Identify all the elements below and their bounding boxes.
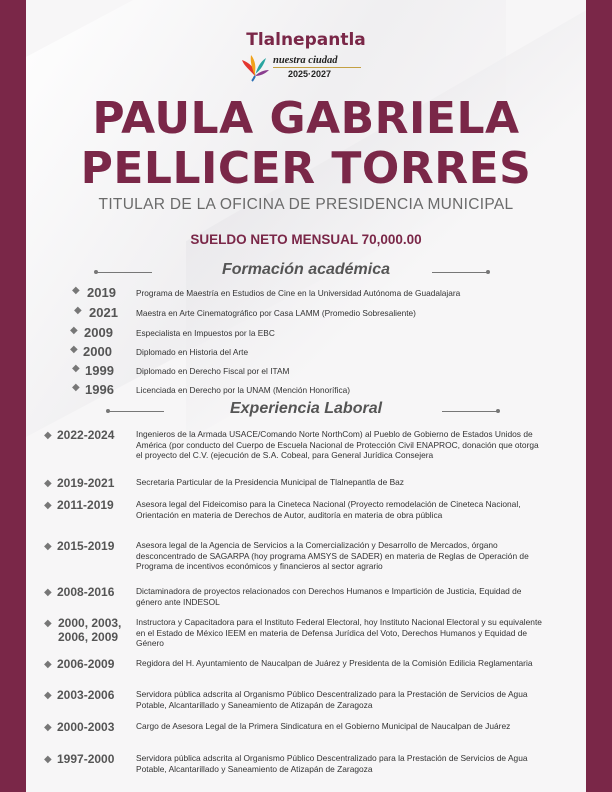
education-description: Especialista en Impuestos por la EBC	[136, 328, 275, 338]
education-item	[0, 382, 612, 400]
experience-years: 2019-2021	[57, 476, 115, 490]
education-year: 1999	[85, 363, 114, 378]
education-heading: Formación académica	[221, 261, 391, 278]
experience-description: Regidora del H. Ayuntamiento de Naucalpan de Juárez y Presidenta de la Comisión Edilicia Reglamentaria	[136, 658, 533, 668]
logo-divider	[273, 67, 361, 68]
education-description: Maestra en Arte Cinematográfico por Casa LAMM (Promedio Sobresaliente)	[136, 308, 416, 318]
education-description: Diplomado en Historia del Arte	[136, 347, 249, 357]
experience-description: Cargo de Asesora Legal de la Primera Sindicatura en el Gobierno Municipal de Naucalpan de Juárez	[136, 721, 511, 731]
diamond-bullet-icon: ◆	[44, 541, 52, 552]
education-year: 2021	[89, 305, 118, 320]
person-name-line-1: PAULA GABRIELA	[92, 93, 520, 144]
experience-description: Secretaria Particular de la Presidencia Municipal de Tlalnepantla de Baz	[136, 477, 404, 487]
experience-years: 2000, 2003, 2006, 2009	[58, 616, 122, 644]
diamond-bullet-icon: ◆	[44, 659, 52, 670]
experience-description: Instructora y Capacitadora para el Instituto Federal Electoral, hoy Instituto Nacional Electoral y su equivalente en el Estado de México IEEM en materia de Defensa Jurídica del Voto, Derechos Humanos y Equidad de Género	[136, 617, 542, 649]
experience-years: 2015-2019	[57, 539, 115, 553]
experience-description: Servidora pública adscrita al Organismo Público Descentralizado para la Prestación de Servicios de Agua Potable, Alcantarillado y Saneamiento de Atizapán de Zaragoza	[136, 689, 528, 710]
education-item	[0, 325, 612, 343]
diamond-bullet-icon: ◆	[72, 285, 80, 296]
section-divider	[442, 411, 498, 412]
diamond-bullet-icon: ◆	[44, 754, 52, 765]
education-description: Diplomado en Derecho Fiscal por el ITAM	[136, 366, 290, 376]
experience-description: Asesora legal de la Agencia de Servicios a la Comercialización y Desarrollo de Mercados, órgano desconcentrado de SAGARPA (hoy programa AMSYS de SADER) en materia de Reglas de Operación de Programa de incentivos económicos y financieros al sector agrario	[136, 540, 529, 572]
experience-years: 2011-2019	[57, 498, 114, 512]
education-description: Programa de Maestría en Estudios de Cine en la Universidad Autónoma de Guadalajara	[136, 288, 461, 298]
experience-description: Servidora pública adscrita al Organismo Público Descentralizado para la Prestación de Servicios de Agua Potable, Alcantarillado y Saneamiento de Atizapán de Zaragoza	[136, 753, 528, 774]
experience-heading: Experiencia Laboral	[229, 400, 383, 417]
diamond-bullet-icon: ◆	[44, 722, 52, 733]
diamond-bullet-icon: ◆	[44, 690, 52, 701]
diamond-bullet-icon: ◆	[72, 382, 80, 393]
experience-description: Asesora legal del Fideicomiso para la Cineteca Nacional (Proyecto remodelación de Cineteca Nacional, Orientación en materia de Derechos de Autor, auditoría en materia de obra pública	[136, 499, 521, 520]
salary-text: SUELDO NETO MENSUAL 70,000.00	[190, 232, 422, 247]
section-divider	[432, 272, 488, 273]
hummingbird-logo-icon	[240, 52, 270, 82]
logo-subtitle: nuestra ciudad	[273, 55, 338, 66]
experience-years: 2022-2024	[57, 428, 115, 442]
diamond-bullet-icon: ◆	[44, 430, 52, 441]
education-year: 2019	[87, 285, 116, 300]
diamond-bullet-icon: ◆	[72, 363, 80, 374]
experience-years: 1997-2000	[57, 752, 115, 766]
diamond-bullet-icon: ◆	[44, 618, 52, 629]
logo-years: 2025·2027	[288, 69, 332, 79]
diamond-bullet-icon: ◆	[44, 587, 52, 598]
experience-years: 2000-2003	[57, 720, 115, 734]
experience-years: 2003-2006	[57, 688, 115, 702]
experience-description: Dictaminadora de proyectos relacionados con Derechos Humanos e Impartición de Justicia, Equidad de género ante INDESOL	[136, 586, 522, 607]
experience-years: 2008-2016	[57, 585, 115, 599]
logo-title: Tlalnepantla	[246, 30, 366, 50]
experience-description: Ingenieros de la Armada USACE/Comando Norte NorthCom) al Pueblo de Gobierno de Estados Unidos de América (por conducto del Cuerpo de Escuela Nacional de Protección Civil ENAPROC, donación que otorga el proyecto del C.V. (ejecución de S.A. Cobeal, para General Jurídica Consejera	[136, 429, 539, 461]
education-description: Licenciada en Derecho por la UNAM (Mención Honorífica)	[136, 385, 350, 395]
diamond-bullet-icon: ◆	[74, 305, 82, 316]
education-item	[0, 363, 612, 381]
diamond-bullet-icon: ◆	[44, 478, 52, 489]
education-year: 2009	[84, 325, 113, 340]
education-item	[0, 344, 612, 362]
education-item	[0, 285, 612, 303]
experience-years: 2006-2009	[57, 657, 115, 671]
person-name-line-2: PELLICER TORRES	[80, 143, 532, 194]
education-year: 2000	[83, 344, 112, 359]
education-item	[0, 305, 612, 323]
education-year: 1996	[85, 382, 114, 397]
diamond-bullet-icon: ◆	[44, 500, 52, 511]
diamond-bullet-icon: ◆	[70, 344, 78, 355]
diamond-bullet-icon: ◆	[70, 325, 78, 336]
position-title: TITULAR DE LA OFICINA DE PRESIDENCIA MUNICIPAL	[98, 196, 514, 213]
